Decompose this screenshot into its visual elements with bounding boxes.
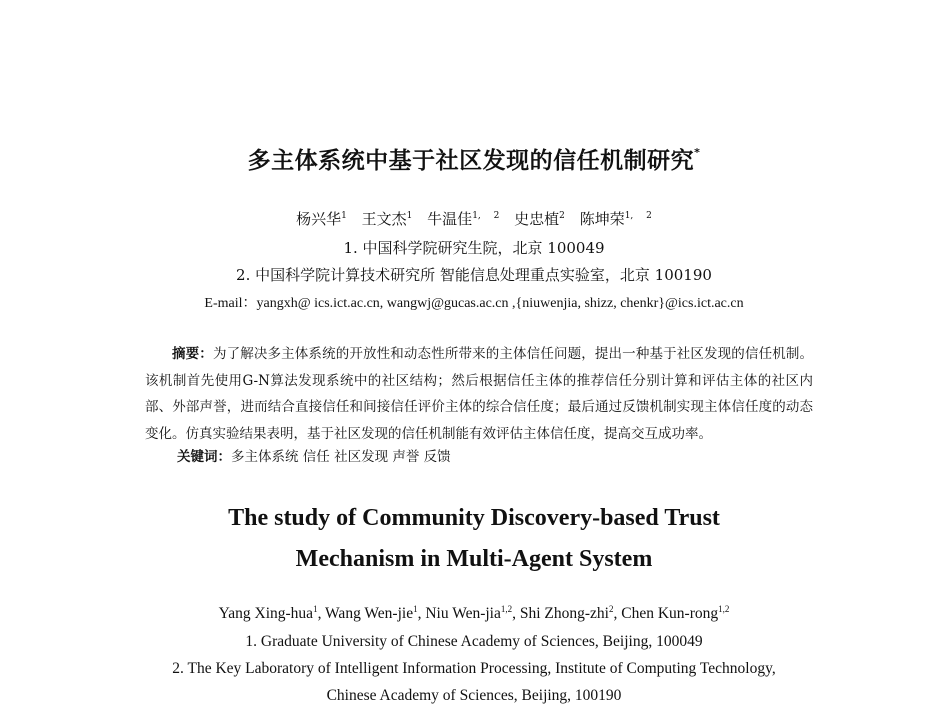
chinese-keywords	[177, 445, 451, 465]
chinese-title-text: 多主体系统中基于社区发现的信任机制研究	[247, 148, 695, 174]
author-en: Niu Wen-jia$^{1,2}$,	[425, 604, 516, 622]
abstract-label: 摘要：	[172, 346, 213, 362]
chinese-affiliation-1: 1. 中国科学院研究生院，北京 100049	[343, 239, 605, 257]
chinese-author-list	[0, 208, 948, 229]
title-footnote-mark: *	[694, 146, 701, 159]
author-cn: 陈坤荣$^{1, 2}$	[579, 210, 652, 228]
author-cn: 牛温佳$^{1, 2}$	[427, 210, 500, 228]
author-en: Yang Xing-hua$^1$,	[218, 604, 322, 622]
chinese-affiliation-2: 2. 中国科学院计算技术研究所 智能信息处理重点实验室，北京 100190	[236, 266, 712, 284]
chinese-title	[0, 142, 948, 175]
author-en: Chen Kun-rong$^{1,2}$	[621, 604, 730, 622]
author-en: Shi Zhong-zhi$^2$,	[519, 604, 618, 622]
english-author-list	[0, 604, 948, 623]
keywords-text: 多主体系统 信任 社区发现 声誉 反馈	[231, 449, 451, 465]
abstract-text: 为了解决多主体系统的开放性和动态性所带来的主体信任问题，提出一种基于社区发现的信任机制。该机制首先使用G-N算法发现系统中的社区结构；然后根据信任主体的推荐信任分别计算和评估主体的社区内部、外部声誉，进而结合直接信任和间接信任评价主体的综合信任度；最后通过反馈机制实现主体信任度的动态变化。仿真实验结果表明，基于社区发现的信任机制能有效评估主体信任度，提高交互成功率。	[145, 346, 814, 442]
english-affiliation-2-cont: Chinese Academy of Sciences, Beijing, 100190	[326, 687, 622, 704]
english-title-line-1: The study of Community Discovery-based Trust	[228, 505, 720, 531]
author-cn: 王文杰$^1$	[361, 210, 413, 228]
english-affiliation-1: 1. Graduate University of Chinese Academy of Sciences, Beijing, 100049	[245, 633, 703, 650]
author-cn: 史忠植$^2$	[514, 210, 565, 228]
english-affiliation-2: 2. The Key Laboratory of Intelligent Information Processing, Institute of Computing Technology,	[172, 660, 776, 677]
author-cn: 杨兴华$^1$	[296, 210, 347, 228]
english-title-line-2: Mechanism in Multi-Agent System	[295, 546, 653, 572]
email-line: E-mail：yangxh@ ics.ict.ac.cn, wangwj@gucas.ac.cn ,{niuwenjia, shizz, chenkr}@ics.ict.ac.cn	[204, 296, 744, 311]
chinese-abstract	[145, 341, 813, 447]
keywords-label: 关键词：	[177, 449, 231, 465]
author-en: Wang Wen-jie$^1$,	[325, 604, 422, 622]
